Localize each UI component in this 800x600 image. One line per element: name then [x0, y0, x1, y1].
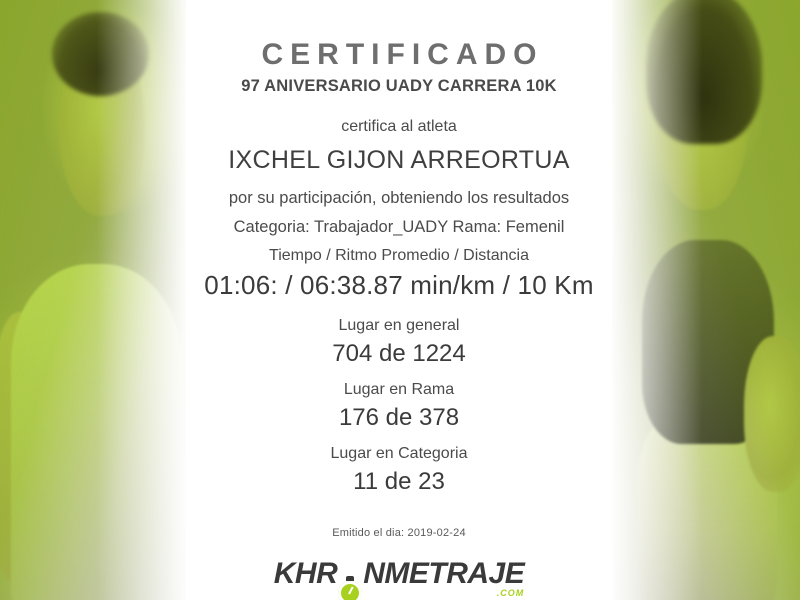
event-name: 97 ANIVERSARIO UADY CARRERA 10K: [241, 77, 557, 95]
division-place-value: 176 de 378: [338, 404, 460, 431]
category-place-value: 11 de 23: [353, 468, 445, 495]
certificate-content: [186, 0, 612, 600]
stopwatch-circle: [338, 581, 362, 600]
logo-text-part3: METRAJE: [384, 557, 525, 590]
participation-line: por su participación, obteniendo los resultados: [228, 189, 570, 207]
results-header: Tiempo / Ritmo Promedio / Distancia: [269, 247, 529, 264]
category-line: Categoria: Trabajador_UADY Rama: Femenil: [233, 218, 565, 236]
division-place-label: Lugar en Rama: [343, 381, 455, 398]
results-value: 01:06: / 06:38.87 min/km / 10 Km: [204, 270, 594, 300]
left-runner-photo: [0, 0, 186, 600]
certificate-title: CERTIFICADO: [261, 38, 544, 71]
athlete-name: IXCHEL GIJON ARREORTUA: [228, 146, 570, 174]
stopwatch-hand: [348, 586, 354, 594]
logo-text-part1: KHR: [273, 557, 338, 590]
logo-tagline: .COM: [496, 588, 525, 598]
general-place-value: 704 de 1224: [332, 340, 466, 367]
general-place-label: Lugar en general: [338, 317, 460, 334]
certifies-label: certifica al atleta: [341, 118, 457, 135]
logo-wordmark: [274, 557, 525, 590]
category-place-label: Lugar en Categoria: [330, 445, 468, 462]
issued-date: Emitido el dia: 2019-02-24: [332, 527, 466, 539]
right-photo-white-fade: [612, 0, 800, 600]
left-photo-white-fade: [0, 0, 186, 600]
khronometraje-logo: [273, 557, 525, 598]
logo-text-part2: N: [363, 557, 385, 590]
right-runner-photo: [612, 0, 800, 600]
